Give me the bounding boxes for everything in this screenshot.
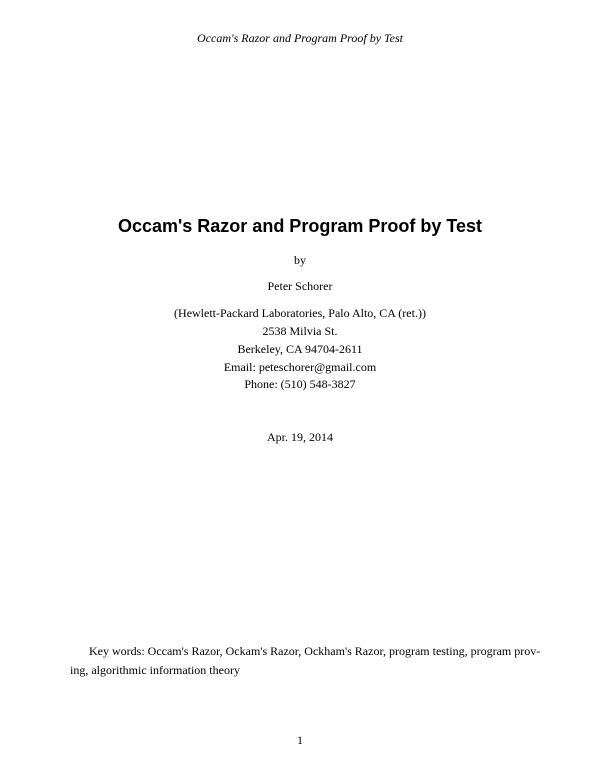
address-street: 2538 Milvia St. — [262, 324, 338, 338]
author-phone: Phone: (510) 548-3827 — [244, 377, 356, 391]
author-affiliation: (Hewlett-Packard Laboratories, Palo Alto, CA (ret.)) — [174, 306, 426, 320]
address-city: Berkeley, CA 94704-2611 — [237, 342, 363, 356]
keywords-line-2: ing, algorithmic information theory — [70, 663, 240, 677]
document-title: Occam's Razor and Program Proof by Test — [117, 216, 483, 236]
page-number: 1 — [297, 733, 303, 747]
keywords-paragraph — [70, 642, 541, 680]
document-date: Apr. 19, 2014 — [267, 430, 333, 444]
running-header: Occam's Razor and Program Proof by Test — [197, 31, 403, 45]
by-line: by — [294, 253, 306, 267]
author-email: Email: peteschorer@gmail.com — [223, 360, 377, 374]
keywords-line-1: Key words: Occam's Razor, Ockam's Razor, Ockham's Razor, program testing, program prov- — [89, 644, 541, 658]
author-name: Peter Schorer — [267, 279, 333, 293]
